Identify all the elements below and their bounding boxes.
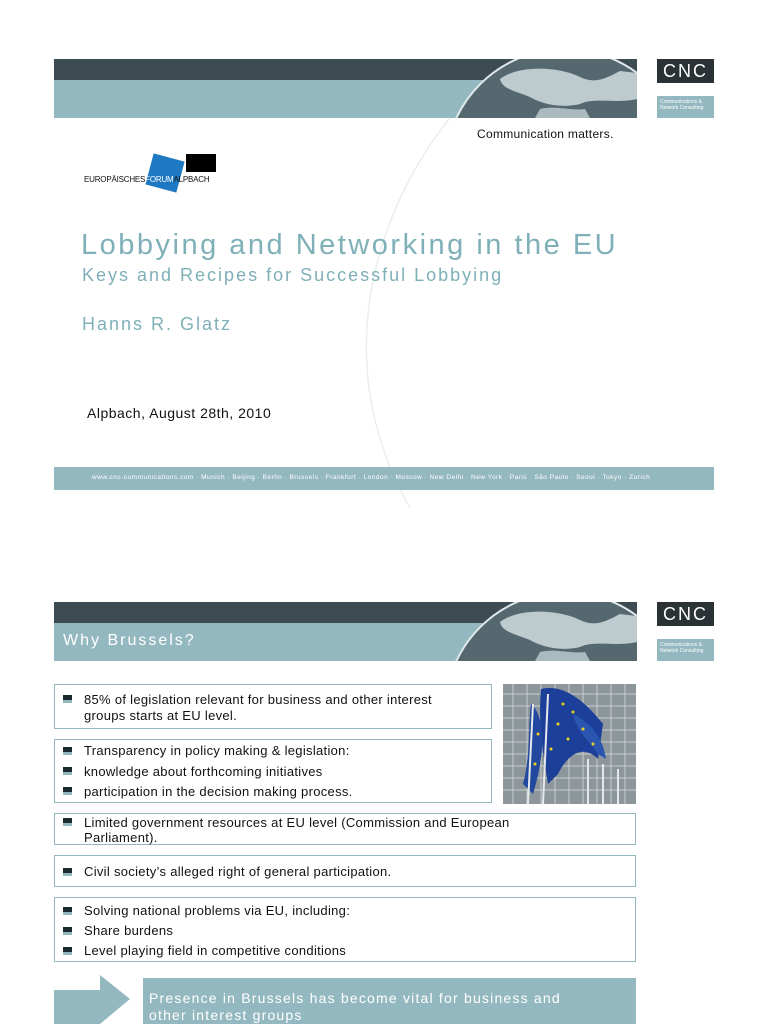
bullet-text: Transparency in policy making & legislation: <box>84 743 350 758</box>
logo-blue-square <box>145 153 184 192</box>
presentation-title: Lobbying and Networking in the EU <box>81 229 619 261</box>
logo-text-box: FORUM <box>145 175 174 184</box>
bullet-text: Solving national problems via EU, including: <box>84 903 351 918</box>
author-name: Hanns R. Glatz <box>82 314 233 334</box>
bullet-icon <box>63 747 72 755</box>
conclusion-callout <box>143 978 636 1024</box>
cnc-sub-line-1: Communications & <box>660 99 702 105</box>
bullet-box-resources <box>54 813 636 845</box>
bullet-box-transparency <box>54 739 492 803</box>
bullet-icon <box>63 767 72 775</box>
globe-graphic <box>390 59 637 118</box>
globe-graphic <box>390 602 637 661</box>
cnc-logo: CNC <box>657 602 714 626</box>
bullet-icon <box>63 695 72 703</box>
bullet-icon <box>63 927 72 935</box>
slide-title: Why Brussels? <box>63 632 196 649</box>
date-line: Alpbach, August 28th, 2010 <box>87 405 272 421</box>
cnc-sub-line-1: Communications & <box>660 642 702 648</box>
bullet-icon <box>63 868 72 876</box>
logo-text-left: EUROPÄISCHES <box>84 175 146 184</box>
bullet-text: Civil society’s alleged right of general participation. <box>84 864 392 879</box>
bullet-text: Parliament). <box>84 830 158 845</box>
bullet-icon <box>63 818 72 826</box>
bullet-text: Share burdens <box>84 923 174 938</box>
forum-alpbach-logo <box>84 152 224 196</box>
tagline: Communication matters. <box>477 127 614 141</box>
bullet-icon <box>63 907 72 915</box>
logo-black-square <box>186 154 216 172</box>
bullet-box-civil-society <box>54 855 636 887</box>
cnc-sub-line-2: Network Consulting <box>660 648 704 654</box>
cnc-sub-line-2: Network Consulting <box>660 105 704 111</box>
arrow-right-icon <box>54 975 130 1024</box>
bullet-box-legislation <box>54 684 492 729</box>
bullet-text: participation in the decision making process. <box>84 784 353 799</box>
bullet-text: groups starts at EU level. <box>84 708 238 723</box>
cnc-logo-subtitle <box>657 96 714 118</box>
logo-text-right: ALPBACH <box>173 175 210 184</box>
bullet-box-national-problems <box>54 897 636 962</box>
eu-flags-photo <box>503 684 636 804</box>
bullet-icon <box>63 947 72 955</box>
cnc-logo: CNC <box>657 59 714 83</box>
bullet-text: Level playing field in competitive conditions <box>84 943 347 958</box>
cnc-logo-subtitle <box>657 639 714 661</box>
callout-line-2: other interest groups <box>149 1007 303 1023</box>
presentation-subtitle: Keys and Recipes for Successful Lobbying <box>82 265 504 285</box>
bullet-text: knowledge about forthcoming initiatives <box>84 764 323 779</box>
bullet-text: 85% of legislation relevant for business and other interest <box>84 692 432 707</box>
footer-locations-bar: www.cnc-communications.com · Munich · Beijing · Berlin · Brussels · Frankfurt · London · Moscow · New Delhi · New York · Paris · São Paulo · Seoul · Tokyo · Zurich <box>54 467 714 490</box>
bullet-icon <box>63 787 72 795</box>
callout-line-1: Presence in Brussels has become vital for business and <box>149 990 561 1006</box>
bullet-text: Limited government resources at EU level (Commission and European <box>84 815 510 830</box>
decorative-arc <box>330 118 630 518</box>
